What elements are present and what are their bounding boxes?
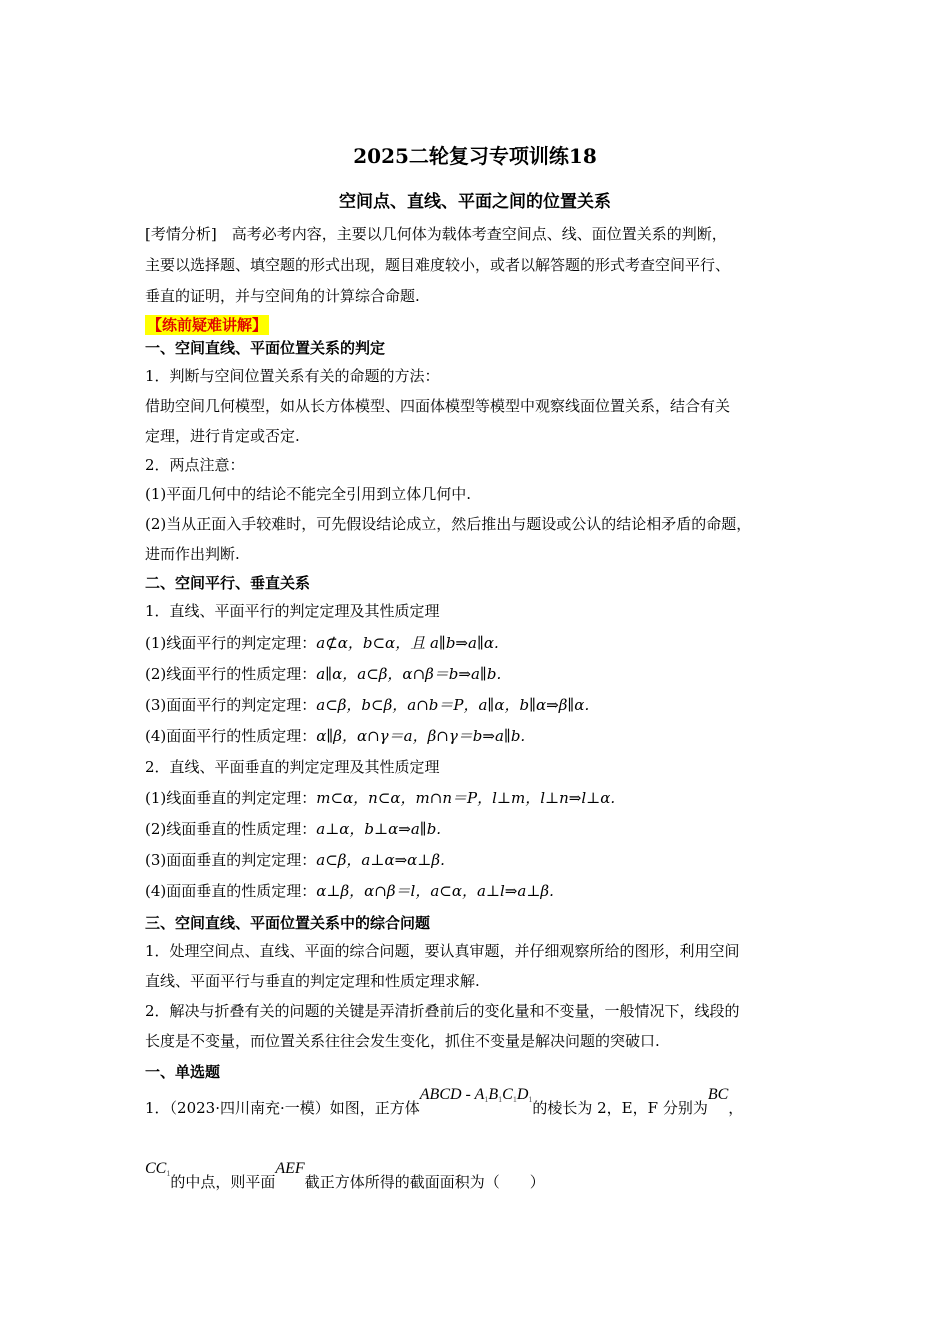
theorem-label: (4)面面平行的性质定理：	[145, 727, 317, 745]
cube-formula: ABCD - $A_1B_1C_1D_1$	[419, 1086, 533, 1104]
edge-bc-formula: BC	[707, 1086, 729, 1103]
theorem-label: (1)线面垂直的判定定理：	[145, 789, 317, 807]
section-1-heading: 一、空间直线、平面位置关系的判定	[145, 339, 386, 357]
theorem-row-5	[145, 788, 825, 808]
theorem-label: (1)线面平行的判定定理：	[145, 634, 317, 652]
theorem-formula: a⊄α，b⊂α，且 a∥b⇒a∥α.	[316, 634, 499, 652]
theorem-row-7	[145, 850, 825, 870]
theorem-formula: a⊂β，b⊂β，a∩b＝P，a∥α，b∥α⇒β∥α.	[316, 696, 590, 714]
sec3-p1a: 1．处理空间点、直线、平面的综合问题，要认真审题，并仔细观察所给的图形，利用空间	[145, 942, 740, 960]
question-text-tail-2: 截正方体所得的截面面积为（ ）	[304, 1173, 545, 1191]
sec1-p2a: 借助空间几何模型，如从长方体模型、四面体模型等模型中观察线面位置关系，结合有关	[145, 397, 731, 415]
question-text-mid: 的棱长为 2，E，F 分别为	[532, 1099, 708, 1117]
theorem-label: (3)面面垂直的判定定理：	[145, 851, 317, 869]
section-2-heading: 二、空间平行、垂直关系	[145, 574, 311, 592]
theorem-label: (3)面面平行的判定定理：	[145, 696, 317, 714]
sec3-p1b: 直线、平面平行与垂直的判定定理和性质定理求解.	[145, 972, 480, 990]
theorem-row-3	[145, 695, 825, 715]
question-1-line-2	[145, 1160, 825, 1198]
theorem-formula: α∥β，α∩γ＝a，β∩γ＝b⇒a∥b.	[316, 727, 526, 745]
theorem-row-6	[145, 819, 825, 839]
theorem-formula: a⊥α，b⊥α⇒a∥b.	[316, 820, 442, 838]
theorem-row-4	[145, 726, 825, 746]
sec1-p3: 2．两点注意：	[145, 456, 245, 474]
question-number: 1．	[145, 1099, 170, 1117]
intro-line-1: [考情分析] 高考必考内容，主要以几何体为载体考查空间点、线、面位置关系的判断，	[145, 225, 727, 243]
theorem-formula: m⊂α，n⊂α，m∩n＝P，l⊥m，l⊥n⇒l⊥α.	[316, 789, 616, 807]
theorem-row-2	[145, 664, 825, 684]
section-tag: 【练前疑难讲解】	[147, 316, 268, 334]
sec1-p4: (1)平面几何中的结论不能完全引用到立体几何中.	[145, 485, 472, 503]
theorem-row-8	[145, 881, 825, 901]
sec2-p2: 2．直线、平面垂直的判定定理及其性质定理	[145, 758, 440, 776]
sec1-p2b: 定理，进行肯定或否定.	[145, 427, 300, 445]
section-4-heading: 一、单选题	[145, 1063, 221, 1081]
sec3-p2b: 长度是不变量，而位置关系往往会发生变化，抓住不变量是解决问题的突破口.	[145, 1032, 660, 1050]
edge-cc1-formula: $CC_1$	[145, 1160, 171, 1178]
theorem-label: (2)线面平行的性质定理：	[145, 665, 317, 683]
question-1-line-1	[145, 1086, 825, 1124]
tag-line	[145, 315, 825, 335]
sec2-p1: 1．直线、平面平行的判定定理及其性质定理	[145, 602, 440, 620]
sec1-p1: 1．判断与空间位置关系有关的命题的方法：	[145, 367, 440, 385]
question-text-tail-1: 的中点，则平面	[170, 1173, 276, 1191]
theorem-formula: α⊥β，α∩β＝l，a⊂α，a⊥l⇒a⊥β.	[316, 882, 554, 900]
sec1-p5b: 进而作出判断.	[145, 545, 240, 563]
theorem-formula: a∥α，a⊂β，α∩β＝b⇒a∥b.	[316, 665, 502, 683]
sec3-p2a: 2．解决与折叠有关的问题的关键是弄清折叠前后的变化量和不变量，一般情况下，线段的	[145, 1002, 740, 1020]
intro-line-2: 主要以选择题、填空题的形式出现，题目难度较小，或者以解答题的形式考查空间平行、	[145, 256, 731, 274]
theorem-formula: a⊂β，a⊥α⇒α⊥β.	[316, 851, 445, 869]
page-title: 2025二轮复习专项训练18	[353, 144, 597, 168]
question-comma: ，	[728, 1099, 744, 1117]
plane-aef-formula: AEF	[275, 1160, 305, 1177]
page-subtitle: 空间点、直线、平面之间的位置关系	[339, 192, 611, 212]
question-source: （2023·四川南充·一模）如图，正方体	[169, 1099, 420, 1117]
intro-line-3: 垂直的证明，并与空间角的计算综合命题.	[145, 287, 420, 305]
theorem-label: (2)线面垂直的性质定理：	[145, 820, 317, 838]
theorem-label: (4)面面垂直的性质定理：	[145, 882, 317, 900]
section-3-heading: 三、空间直线、平面位置关系中的综合问题	[145, 914, 431, 932]
theorem-row-1	[145, 633, 825, 653]
sec1-p5a: (2)当从正面入手较难时，可先假设结论成立，然后推出与题设或公认的结论相矛盾的命题，	[145, 515, 752, 533]
